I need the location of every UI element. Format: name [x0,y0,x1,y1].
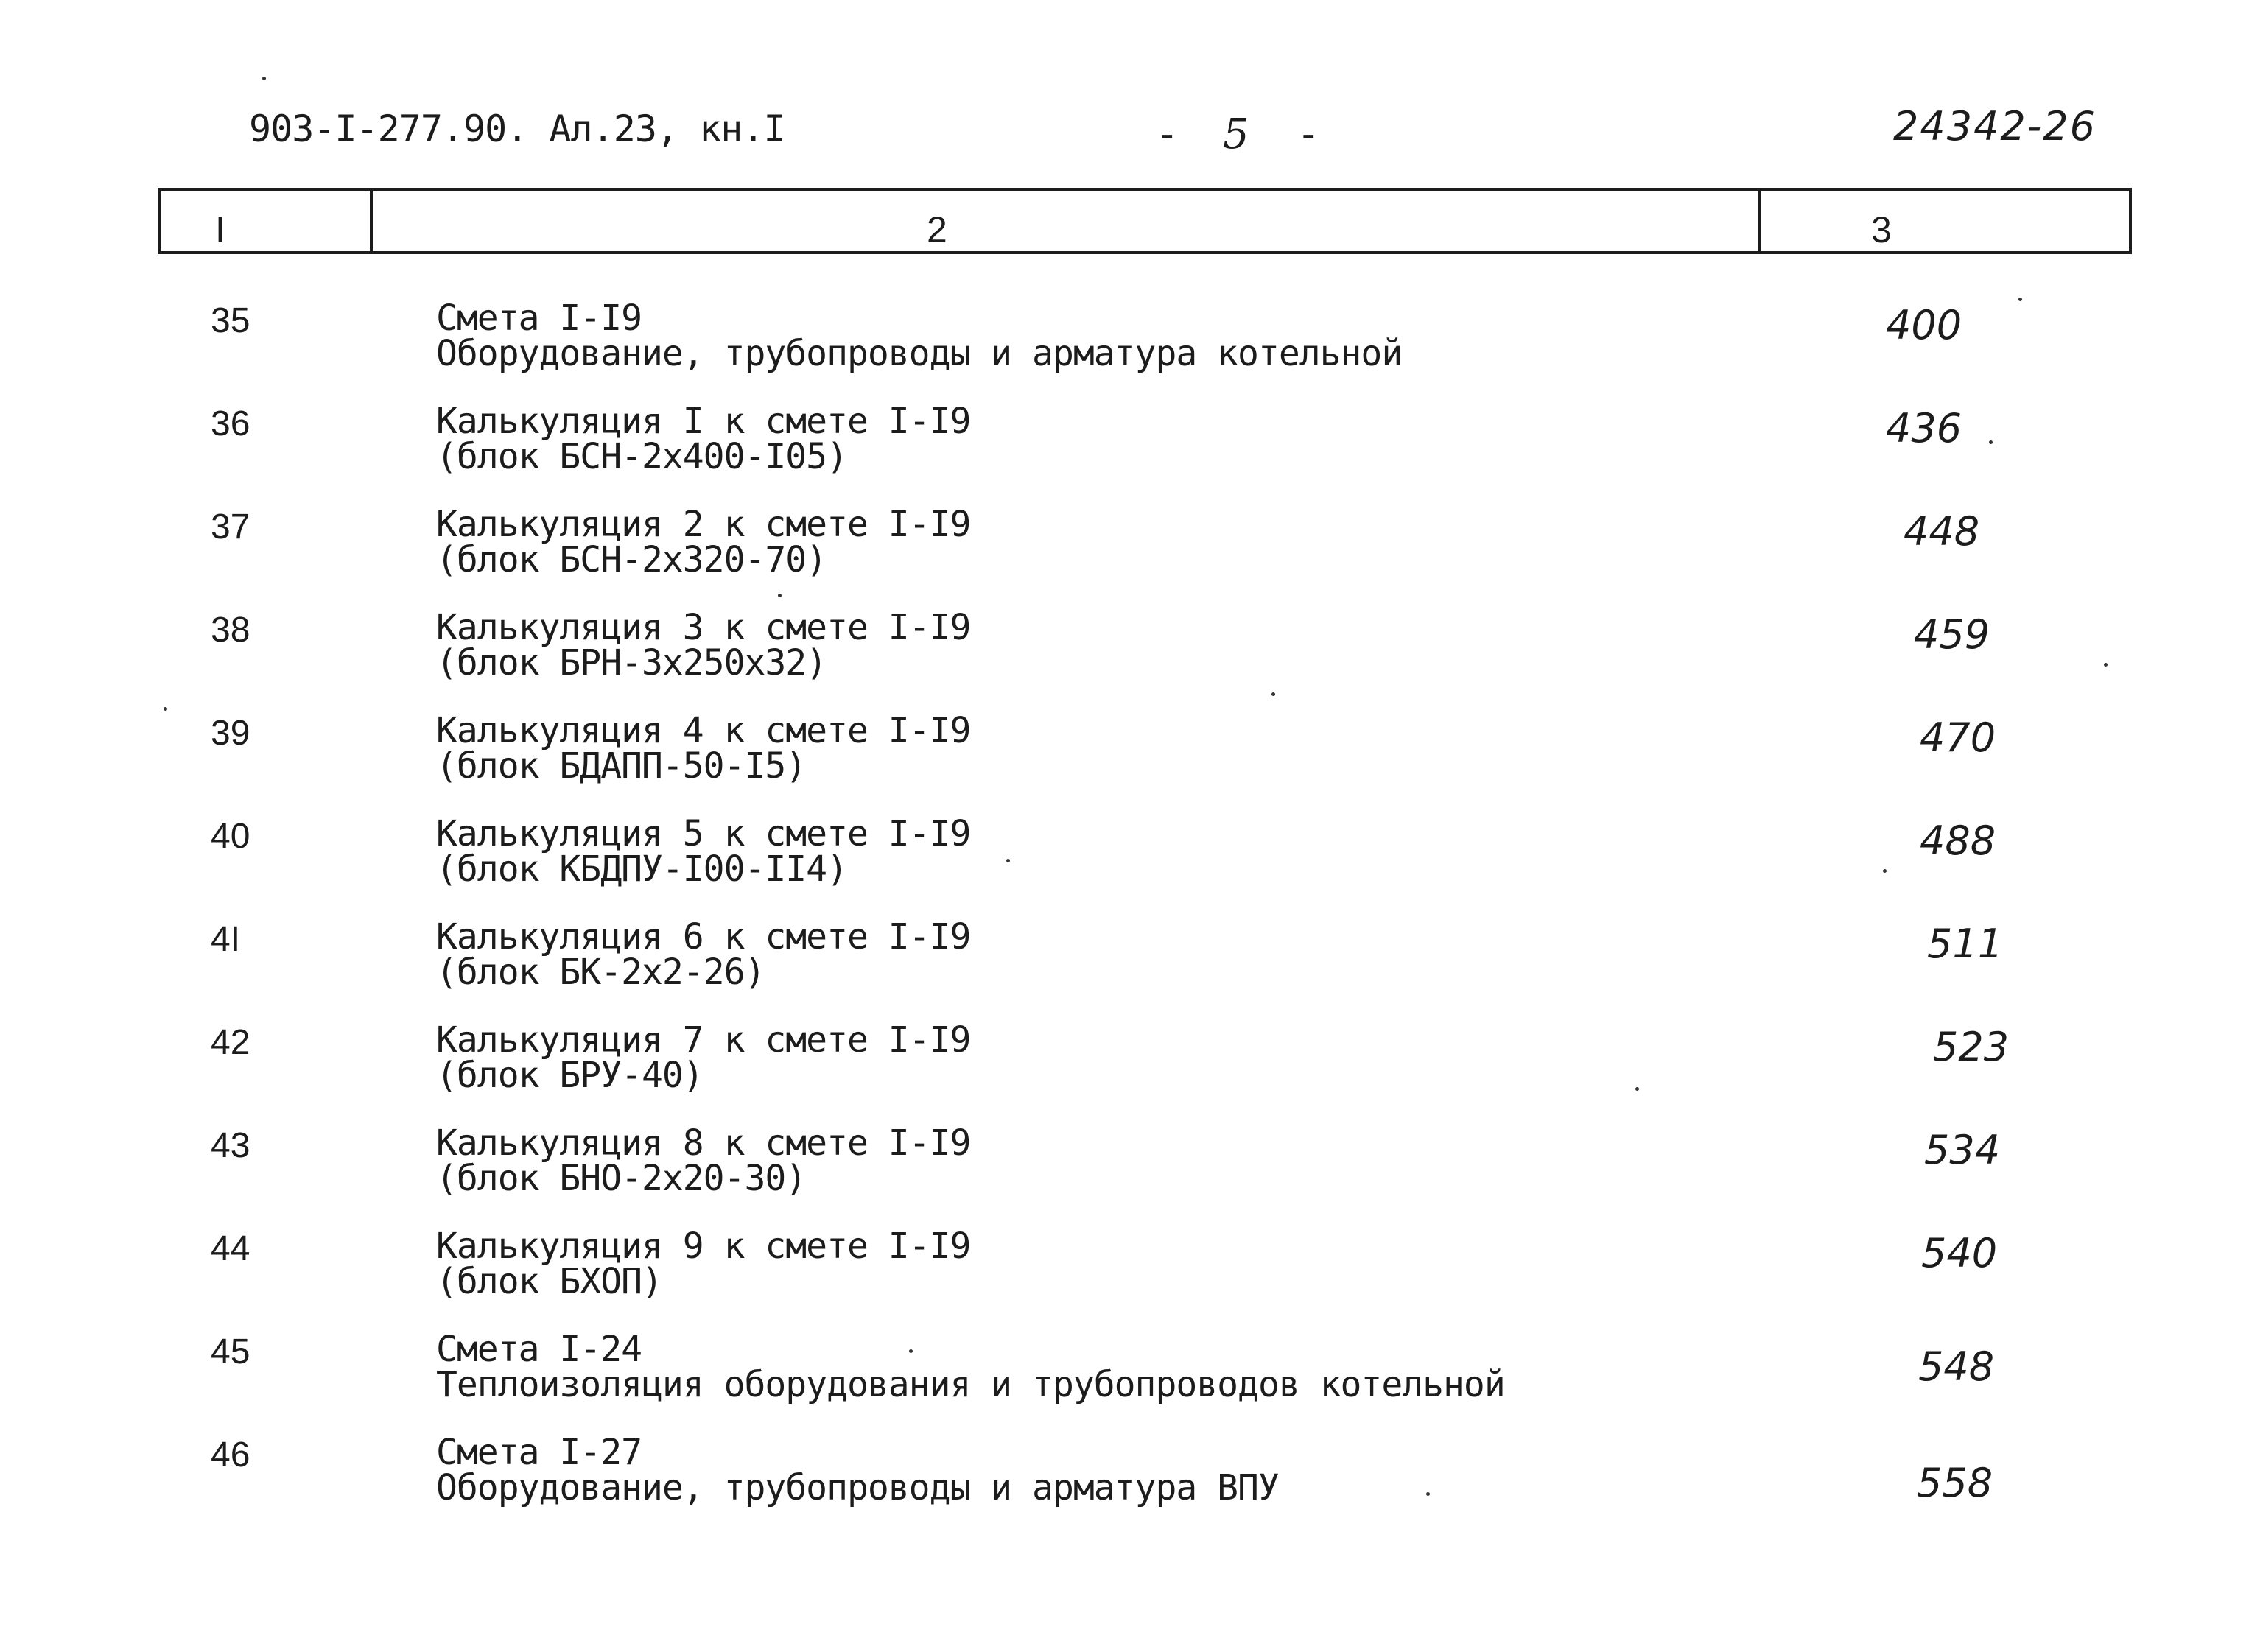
column-header-3: 3 [1871,209,1892,250]
archive-number: 24342-26 [1893,103,2097,150]
row-description [436,504,971,580]
scan-speck [164,707,167,711]
row-description [436,1432,1279,1508]
row-subtitle: (блок БНО-2х20-30) [436,1158,807,1199]
scan-speck [1883,869,1887,873]
row-number: 39 [211,714,250,753]
row-page: 448 [1904,508,1980,555]
row-page: 511 [1927,921,2004,967]
table-row [0,401,2263,499]
page-number: 5 [1223,110,1249,158]
row-title: Калькуляция 9 к смете I-I9 [436,1226,971,1267]
row-title: Калькуляция 2 к смете I-I9 [436,504,971,545]
row-subtitle: (блок БРН-3х250х32) [436,642,827,683]
row-page: 400 [1886,302,1962,348]
row-title: Калькуляция I к смете I-I9 [436,401,971,442]
row-number: 42 [211,1023,250,1062]
row-subtitle: (блок БДАПП-50-I5) [436,745,807,787]
scan-speck [2104,663,2108,667]
row-description [436,1019,971,1096]
row-page: 459 [1914,611,1990,658]
scan-speck [909,1349,913,1353]
row-description [436,401,971,477]
page-number-dash-right: - [1297,110,1321,157]
column-divider [1758,188,1761,254]
row-description [436,1226,971,1302]
row-title: Калькуляция 3 к смете I-I9 [436,607,971,648]
column-divider [370,188,373,254]
column-header-1: I [215,209,225,250]
row-title: Смета I-I9 [436,298,642,339]
row-page: 534 [1924,1127,2001,1173]
row-description [436,813,971,890]
row-title: Смета I-24 [436,1329,642,1370]
row-subtitle: (блок БРУ-40) [436,1055,704,1096]
row-number: 45 [211,1332,250,1371]
row-page: 548 [1918,1343,1995,1390]
table-row [0,504,2263,602]
row-subtitle: (блок БСН-2х400-I05) [436,436,847,477]
scan-speck [1271,692,1275,696]
scan-speck [1635,1087,1639,1091]
table-row [0,300,2263,396]
row-description [436,916,971,993]
column-header-2: 2 [927,209,947,250]
row-page: 540 [1921,1230,1998,1276]
row-title: Калькуляция 6 к смете I-I9 [436,916,971,957]
table-row [0,916,2263,1015]
row-title: Калькуляция 4 к смете I-I9 [436,710,971,751]
table-row [0,1226,2263,1324]
row-description [436,1329,1505,1405]
row-title: Калькуляция 7 к смете I-I9 [436,1019,971,1061]
scan-speck [1989,440,1993,444]
scan-speck [262,77,266,80]
row-number: 43 [211,1126,250,1165]
row-number: 46 [211,1435,250,1475]
row-number: 4I [211,920,241,959]
column-header-row [158,188,2132,254]
row-page: 436 [1886,405,1962,451]
scan-speck [1006,859,1010,862]
table-row [0,710,2263,809]
row-subtitle: (блок БХОП) [436,1261,662,1302]
row-title: Смета I-27 [436,1432,642,1473]
row-subtitle: Теплоизоляция оборудования и трубопроводов котельной [436,1364,1505,1405]
row-subtitle: (блок БК-2х2-26) [436,952,765,993]
scan-speck [2018,298,2022,301]
row-description [436,607,971,683]
table-row [0,1122,2263,1221]
table-row [0,1019,2263,1118]
row-number: 35 [211,301,250,340]
row-subtitle: Оборудование, трубопроводы и арматура котельной [436,333,1403,374]
document-code: 903-I-277.90. Ал.23, кн.I [249,108,785,150]
row-number: 38 [211,611,250,650]
row-description [436,298,1403,374]
table-row [0,1432,2263,1530]
row-title: Калькуляция 8 к смете I-I9 [436,1122,971,1164]
row-number: 40 [211,817,250,856]
row-number: 37 [211,507,250,546]
row-title: Калькуляция 5 к смете I-I9 [436,813,971,854]
row-subtitle: Оборудование, трубопроводы и арматура ВПУ [436,1467,1279,1508]
row-number: 44 [211,1229,250,1268]
scan-speck [1426,1492,1430,1496]
row-description [436,1122,971,1199]
row-number: 36 [211,404,250,443]
page-number-dash-left: - [1155,110,1179,157]
row-page: 523 [1933,1024,2010,1070]
row-subtitle: (блок БСН-2х320-70) [436,539,827,580]
row-page: 488 [1920,818,1996,864]
table-row [0,813,2263,912]
row-page: 558 [1917,1460,1993,1506]
row-subtitle: (блок КБДПУ-I00-II4) [436,848,847,890]
table-row [0,1329,2263,1427]
scan-speck [778,594,782,597]
row-description [436,710,971,787]
table-row [0,607,2263,706]
row-page: 470 [1920,714,1996,761]
